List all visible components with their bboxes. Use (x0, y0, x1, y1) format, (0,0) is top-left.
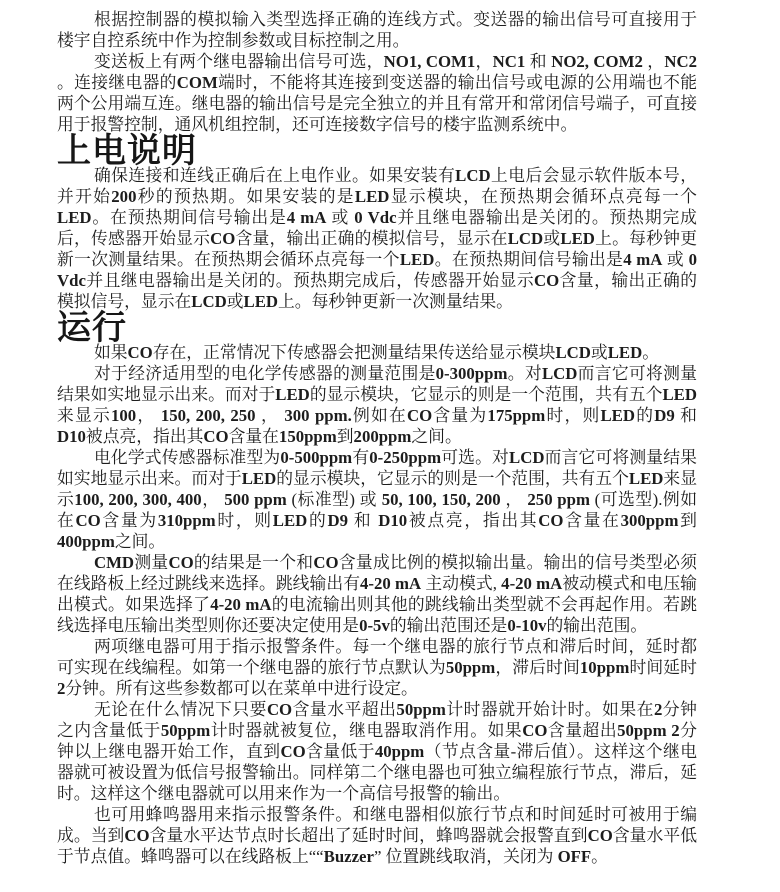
paragraph: 根据控制器的模拟输入类型选择正确的连线方式。变送器的输出信号可直接用于楼宇自控系统中作为控制参数或目标控制之用。 (57, 10, 697, 50)
paragraph: 电化学式传感器标准型为0-500ppm有0-250ppm可选。对LCD而言它可将测量结果如实地显示出来。而对于LED的显示模块，它显示的则是一个范围，共有五个LED来显示100, 200, 300, 400， 500 ppm (标准型) 或 50, 100, 150, 200 ， 250 ppm (可选型).例如在CO含量为310ppm时，则LED的D9 和 D10被点亮，指出其CO含量在300ppm到400ppm之间。 (57, 448, 697, 551)
section-heading: 上电说明 (57, 132, 197, 170)
section-heading: 运行 (57, 309, 127, 347)
document-body (57, 9, 697, 867)
paragraph: 变送板上有两个继电器输出信号可选，NO1, COM1，NC1 和 NO2, COM2 ，NC2 。连接继电器的COM端时，不能将其连接到变送器的输出信号或电源的公用端也不能两个公用端互连。继电器的输出信号是完全独立的并且有常开和常闭信号端子，可直接用于报警控制，通风机组控制，还可连接数字信号的楼宇监测系统中。 (57, 52, 697, 134)
paragraph: 两项继电器可用于指示报警条件。每一个继电器的旅行节点和滞后时间，延时都可实现在线编程。如第一个继电器的旅行节点默认为50ppm，滞后时间10ppm时间延时2分钟。所有这些参数都可以在菜单中进行设定。 (57, 637, 697, 698)
paragraph: CMD测量CO的结果是一个和CO含量成比例的模拟输出量。输出的信号类型必须在线路板上经过跳线来选择。跳线输出有4-20 mA 主动模式, 4-20 mA被动模式和电压输出模式。如果选择了4-20 mA的电流输出则其他的跳线输出类型就不会再起作用。若跳线选择电压输出类型则你还要决定使用是0-5v的输出范围还是0-10v的输出范围。 (57, 553, 697, 635)
paragraph: 确保连接和连线正确后在上电作业。如果安装有LCD上电后会显示软件版本号，并开始200秒的预热期。如果安装的是LED显示模块，在预热期会循环点亮每一个LED。在预热期间信号输出是4 mA 或 0 Vdc并且继电器输出是关闭的。预热期完成后，传感器开始显示CO含量，输出正确的模拟信号，显示在LCD或LED上。每秒钟更新一次测量结果。在预热期会循环点亮每一个LED。在预热期间信号输出是4 mA 或 0 Vdc并且继电器输出是关闭的。预热期完成后，传感器开始显示CO含量，输出正确的模拟信号，显示在LCD或LED上。每秒钟更新一次测量结果。 (57, 166, 697, 311)
paragraph: 如果CO存在，正常情况下传感器会把测量结果传送给显示模块LCD或LED。 (93, 343, 660, 362)
paragraph: 也可用蜂鸣器用来指示报警条件。和继电器相似旅行节点和时间延时可被用于编成。当到CO含量水平达节点时长超出了延时时间，蜂鸣器就会报警直到CO含量水平低于节点值。蜂鸣器可以在线路板上““Buzzer” 位置跳线取消，关闭为 OFF。 (57, 805, 697, 866)
paragraph: 对于经济适用型的电化学传感器的测量范围是0-300ppm。对LCD而言它可将测量结果如实地显示出来。而对于LED的显示模块，它显示的则是一个范围，共有五个LED来显示100， 150, 200, 250 ， 300 ppm.例如在CO含量为175ppm时，则LED的D9 和 D10被点亮，指出其CO含量在150ppm到200ppm之间。 (57, 364, 697, 446)
paragraph: 无论在什么情况下只要CO含量水平超出50ppm计时器就开始计时。如果在2分钟之内含量低于50ppm计时器就被复位，继电器取消作用。如果CO含量超出50ppm 2分钟以上继电器开始工作，直到CO含量低于40ppm（节点含量-滞后值）。这样这个继电器就可被设置为低信号报警输出。同样第二个继电器也可独立编程旅行节点，滞后，延时。这样这个继电器就可以用来作为一个高信号报警的输出。 (57, 700, 697, 803)
